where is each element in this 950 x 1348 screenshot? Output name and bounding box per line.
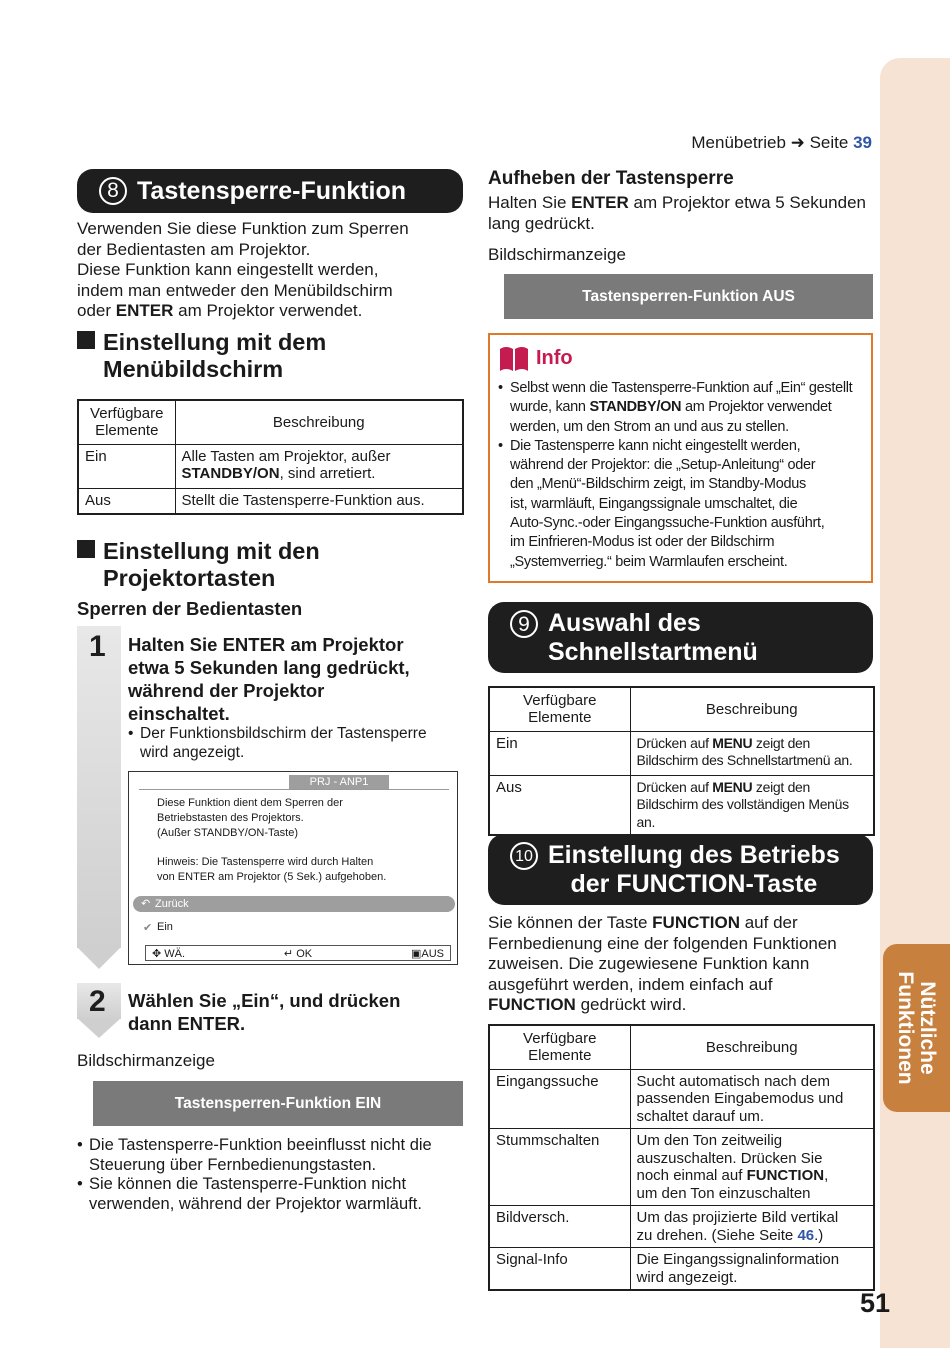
table-row: [489, 1129, 874, 1206]
chapter-tab-line2: Funktionen: [894, 971, 918, 1085]
unlock-text: Halten Sie ENTER am Projektor etwa 5 Sekunden lang gedrückt.: [488, 193, 866, 233]
list-item: • Die Tastensperre kann nicht eingestellt werden, während der Projektor: die „Setup-Anleitung“ oder den „Menü“-Bildschirm zeigt, im Standby-Modus ist, warmläuft, Eingangssignale umschaltet, die Auto-Sync.-oder Eingangssuche-Funktion ausführt, im Einfrieren-Modus ist oder der Bildschirm „Systemverrieg.“ beim Warmlaufen erscheint.: [498, 437, 866, 572]
return-icon: ↶: [141, 898, 151, 910]
table-cell: Eingangssuche: [489, 1069, 630, 1129]
section-8-number: 8: [99, 177, 127, 205]
intro-line: der Bedientasten am Projektor.: [77, 239, 311, 259]
cross-reference-page-link[interactable]: 39: [853, 133, 872, 152]
step-2-number: 2: [89, 985, 106, 1018]
check-icon: ✔: [143, 922, 153, 934]
section-10-header: [488, 834, 873, 905]
display-bar-on: Tastensperren-Funktion EIN: [93, 1081, 463, 1126]
page-46-link[interactable]: 46: [797, 1226, 815, 1244]
display-bar-off: Tastensperren-Funktion AUS: [504, 274, 873, 319]
osd-title: PRJ - ANP1: [289, 775, 389, 789]
side-strip: [880, 58, 950, 1348]
section-10-number: 10: [510, 842, 538, 870]
table-row: [489, 1206, 874, 1248]
intro-line: oder ENTER am Projektor verwendet.: [77, 301, 363, 320]
table-cell: Stummschalten: [489, 1129, 630, 1206]
section-10-title: Einstellung des Betriebs: [548, 841, 840, 869]
step-2-arrow-icon: [77, 1018, 121, 1040]
section-9-table: [488, 686, 875, 836]
table-cell: Stellt die Tastensperre-Funktion aus.: [175, 488, 463, 514]
list-item: • Sie können die Tastensperre-Funktion nicht verwenden, während der Projektor warmläuft.: [77, 1175, 467, 1214]
info-title: Info: [536, 347, 573, 369]
cross-reference-text: Menübetrieb ➜ Seite: [691, 133, 849, 152]
section-8-title: Tastensperre-Funktion: [137, 176, 407, 205]
section-9-title: Auswahl des: [548, 609, 701, 637]
arrow-keys-icon: ✥: [152, 947, 162, 960]
table-cell: Bildversch.: [489, 1206, 630, 1248]
table-header-items: Verfügbare Elemente: [78, 400, 175, 444]
osd-back-item[interactable]: ↶ Zurück: [133, 896, 455, 912]
book-icon: [498, 345, 530, 373]
step-2-text: Wählen Sie „Ein“, und drücken dann ENTER.: [128, 990, 401, 1034]
list-item: • Selbst wenn die Tastensperre-Funktion auf „Ein“ gestellt wurde, kann STANDBY/ON am Projektor verwendet werden, um den Strom an und aus zu stellen.: [498, 379, 866, 437]
step-1-number: 1: [89, 630, 106, 663]
section-10-table: [488, 1024, 875, 1291]
section-8-notes: [77, 1136, 467, 1214]
display-label: Bildschirmanzeige: [77, 1051, 215, 1070]
menu-setting-heading: Einstellung mit dem Menübildschirm: [77, 329, 467, 383]
page-number: 51: [860, 1288, 891, 1318]
section-10-intro: Sie können der Taste FUNCTION auf der Fernbedienung eine der folgenden Funktionen zuweisen. Die zugewiesene Funktion kann ausgeführt werden, indem einfach auf FUNCTION gedrückt wird.: [488, 913, 837, 1014]
osd-divider: [139, 789, 449, 790]
intro-line: Verwenden Sie diese Funktion zum Sperren: [77, 219, 409, 238]
section-8-intro: [77, 219, 467, 322]
intro-line: indem man entweder den Menübildschirm: [77, 280, 393, 300]
onscreen-menu: [128, 771, 458, 965]
table-cell: Signal-Info: [489, 1248, 630, 1291]
table-cell: Drücken auf MENU zeigt den Bildschirm des vollständigen Menüs an.: [630, 775, 874, 835]
section-8-header: [77, 169, 463, 213]
info-list: [498, 379, 866, 572]
unlock-display-label: Bildschirmanzeige: [488, 245, 626, 264]
table-header-description: Beschreibung: [630, 687, 874, 731]
table-cell: Ein: [489, 731, 630, 775]
list-item: • Die Tastensperre-Funktion beeinflusst nicht die Steuerung über Fernbedienungstasten.: [77, 1136, 467, 1175]
square-bullet-icon: [77, 331, 95, 349]
square-bullet-icon: [77, 540, 95, 558]
chapter-tab[interactable]: [883, 944, 950, 1112]
chapter-tab-line1: Nützliche: [916, 981, 940, 1075]
step-1-text: Halten Sie ENTER am Projektor etwa 5 Sekunden lang gedrückt, während der Projektor einschaltet.: [128, 634, 410, 724]
intro-line: Diese Funktion kann eingestellt werden,: [77, 260, 379, 279]
lock-keys-subheading: Sperren der Bedientasten: [77, 598, 303, 619]
table-cell: Die Eingangssignalinformation wird angezeigt.: [630, 1248, 874, 1291]
table-cell: Um das projizierte Bild vertikal zu drehen. (Siehe Seite 46.): [630, 1206, 874, 1248]
table-header-description: Beschreibung: [175, 400, 463, 444]
osd-nav-bar: ✥ WÄ. ↵ OK ▣AUS: [145, 945, 451, 961]
table-cell: Alle Tasten am Projektor, außer STANDBY/ON, sind arretiert.: [175, 444, 463, 488]
table-row: [489, 731, 874, 775]
table-cell: Sucht automatisch nach dem passenden Eingabemodus und schaltet darauf um.: [630, 1069, 874, 1129]
table-row: [78, 444, 463, 488]
table-header-items: Verfügbare Elemente: [489, 687, 630, 731]
table-cell: Ein: [78, 444, 175, 488]
table-header-description: Beschreibung: [630, 1025, 874, 1069]
table-cell: Aus: [489, 775, 630, 835]
unlock-heading: Aufheben der Tastensperre: [488, 168, 734, 189]
step-1-note: • Der Funktionsbildschirm der Tastensperre wird angezeigt.: [128, 724, 468, 762]
table-row: [489, 1248, 874, 1291]
section-8-table: [77, 399, 464, 515]
table-row: [78, 488, 463, 514]
step-1-column: [77, 626, 121, 948]
step-1-arrow-icon: [77, 947, 121, 971]
table-cell: Aus: [78, 488, 175, 514]
menu-button-icon: ▣: [410, 947, 422, 960]
cross-reference: [600, 133, 872, 153]
table-cell: Um den Ton zeitweilig auszuschalten. Drücken Sie noch einmal auf FUNCTION, um den Ton einzuschalten: [630, 1129, 874, 1206]
info-box: [488, 333, 873, 583]
enter-icon: ↵: [283, 947, 294, 960]
table-row: [489, 775, 874, 835]
section-9-header: [488, 602, 873, 673]
section-9-title: Schnellstartmenü: [548, 638, 758, 666]
table-cell: Drücken auf MENU zeigt den Bildschirm des Schnellstartmenü an.: [630, 731, 874, 775]
osd-message: Diese Funktion dient dem Sperren der Betriebstasten des Projektors. (Außer STANDBY/ON-Taste) Hinweis: Die Tastensperre wird durch Halten von ENTER am Projektor (5 Sek.) aufgehoben.: [157, 797, 387, 883]
table-header-items: Verfügbare Elemente: [489, 1025, 630, 1069]
osd-option-ein[interactable]: ✔ Ein: [143, 921, 173, 934]
keys-setting-heading: Einstellung mit den Projektortasten: [77, 538, 467, 592]
table-row: [489, 1069, 874, 1129]
section-9-number: 9: [510, 610, 538, 638]
section-10-title: der FUNCTION-Taste: [570, 870, 818, 898]
